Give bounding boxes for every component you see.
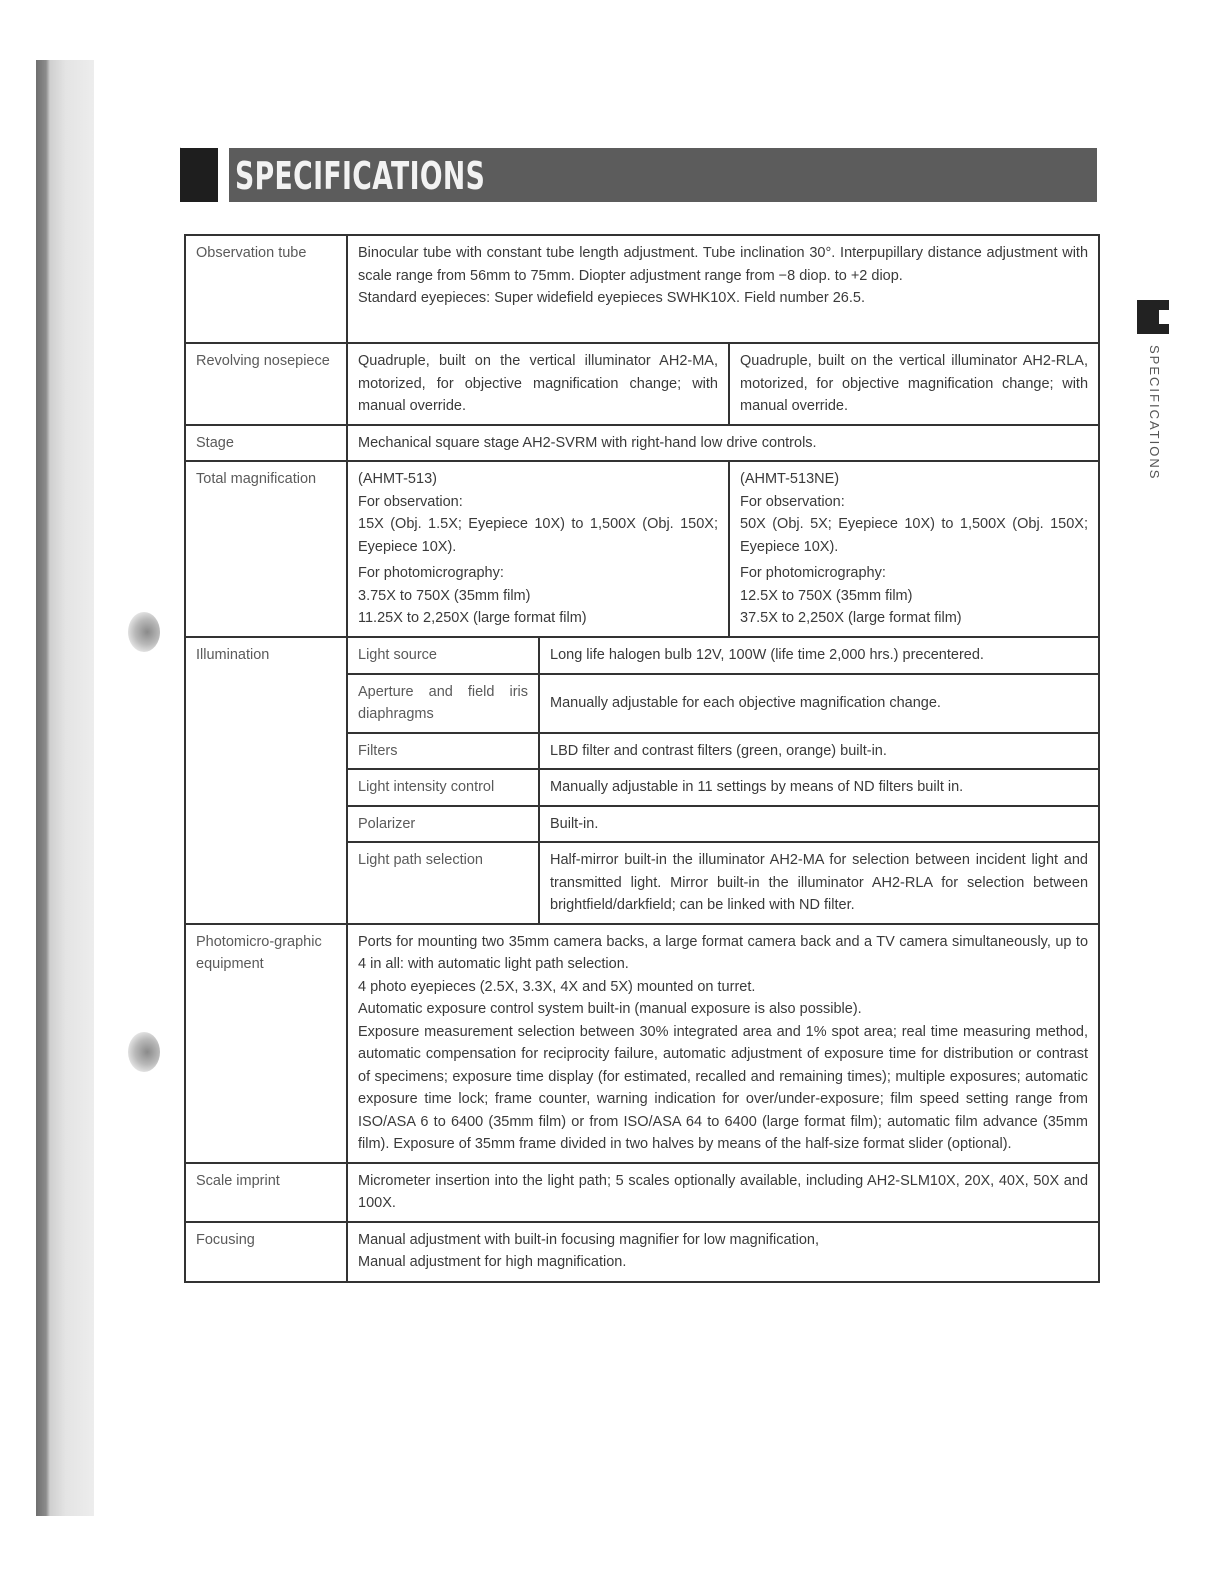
row-scale-imprint <box>185 1163 1099 1222</box>
model-ahmt-513ne: (AHMT-513NE) <box>740 471 840 487</box>
magnification-ahmt-513ne <box>729 461 1099 637</box>
side-chapter-label: SPECIFICATIONS <box>1147 345 1162 481</box>
row-revolving-nosepiece <box>185 343 1099 425</box>
value-focusing <box>347 1222 1099 1282</box>
photo-exposure-measurement: Exposure measurement selection between 30% integrated area and 1% spot area; real time measuring method, automatic compensation for reciprocity failure, automatic adjustment of exposure time for distribution or contrast of specimens; exposure time display (for estimated, recalled and remaining times); multiple exposures; automatic exposure time lock; frame counter, warning indication for over/under-exposure; film speed setting range from ISO/ASA 6 to 6400 (35mm film) or from ISO/ASA 64 to 6400 (large format film); automatic film advance (35mm film). Exposure of 35mm frame divided in two halves by means of the half-size format slider (optional). <box>358 1023 1089 1152</box>
illumination-item-name: Filters <box>347 733 539 770</box>
chapter-tab-marker <box>1137 300 1169 334</box>
row-photomicrographic-equipment <box>185 924 1099 1163</box>
label-photomicrographic-equipment: Photomicro-graphic equipment <box>185 924 347 1163</box>
photo-exposure-control: Automatic exposure control system built-in (manual exposure is also possible). <box>358 1001 862 1017</box>
value-photomicrographic-equipment <box>347 924 1099 1163</box>
illumination-item-name: Polarizer <box>347 806 539 843</box>
magnification-ahmt-513 <box>347 461 729 637</box>
photo-eyepieces: 4 photo eyepieces (2.5X, 3.3X, 4X and 5X) mounted on turret. <box>358 978 756 995</box>
label-revolving-nosepiece: Revolving nosepiece <box>185 343 347 425</box>
illumination-item-value: Half-mirror built-in the illuminator AH2-MA for selection between incident light and transmitted light. Mirror built-in the illuminator AH2-RLA for selection between brightfield/darkfield; can be linked with ND filter. <box>539 842 1099 924</box>
row-total-magnification <box>185 461 1099 637</box>
punch-hole-top <box>128 612 160 652</box>
focusing-high: Manual adjustment for high magnification. <box>358 1254 627 1270</box>
value-observation-tube <box>347 235 1099 343</box>
model-ahmt-513: (AHMT-513) <box>358 471 437 487</box>
observation-range: 15X (Obj. 1.5X; Eyepiece 10X) to 1,500X (Obj. 150X; Eyepiece 10X). <box>358 516 718 555</box>
observation-range: 50X (Obj. 5X; Eyepiece 10X) to 1,500X (Obj. 150X; Eyepiece 10X). <box>740 516 1089 555</box>
row-illumination-light-source <box>185 637 1099 674</box>
page-title: SPECIFICATIONS <box>235 154 486 198</box>
illumination-item-name: Aperture and field iris diaphragms <box>347 674 539 733</box>
row-focusing <box>185 1222 1099 1282</box>
title-bar <box>229 148 1097 202</box>
illumination-item-name: Light path selection <box>347 842 539 924</box>
photo-ports: Ports for mounting two 35mm camera backs, a large format camera back and a TV camera simultaneously, up to 4 in all: with automatic light path selection. <box>358 933 1089 972</box>
observation-heading: For observation: <box>740 493 845 510</box>
photo-large-format: 11.25X to 2,250X (large format film) <box>358 610 587 626</box>
label-focusing: Focusing <box>185 1222 347 1282</box>
label-illumination: Illumination <box>185 637 347 924</box>
illumination-item-value: Manually adjustable for each objective magnification change. <box>539 674 1099 733</box>
value-stage: Mechanical square stage AH2-SVRM with right-hand low drive controls. <box>347 425 1099 462</box>
observation-heading: For observation: <box>358 493 463 510</box>
chapter-number: 1 <box>180 148 218 202</box>
value-scale-imprint: Micrometer insertion into the light path; 5 scales optionally available, including AH2-SLM10X, 20X, 40X, 50X and 100X. <box>347 1163 1099 1222</box>
focusing-low: Manual adjustment with built-in focusing magnifier for low magnification, <box>358 1231 819 1248</box>
punch-hole-bottom <box>128 1032 160 1072</box>
label-stage: Stage <box>185 425 347 462</box>
label-observation-tube: Observation tube <box>185 235 347 343</box>
row-observation-tube <box>185 235 1099 343</box>
photomicrography-heading: For photomicrography: <box>358 565 504 581</box>
illumination-item-name: Light intensity control <box>347 769 539 806</box>
observation-eyepieces: Standard eyepieces: Super widefield eyepieces SWHK10X. Field number 26.5. <box>358 290 865 306</box>
nosepiece-ah2-rla: Quadruple, built on the vertical illuminator AH2-RLA, motorized, for objective magnification change; with manual override. <box>729 343 1099 425</box>
photo-large-format: 37.5X to 2,250X (large format film) <box>740 610 962 626</box>
illumination-item-value: Long life halogen bulb 12V, 100W (life time 2,000 hrs.) precentered. <box>539 637 1099 674</box>
illumination-item-name: Light source <box>347 637 539 674</box>
binding-strip <box>36 60 94 1516</box>
illumination-item-value: Built-in. <box>539 806 1099 843</box>
nosepiece-ah2-ma: Quadruple, built on the vertical illuminator AH2-MA, motorized, for objective magnification change; with manual override. <box>347 343 729 425</box>
specifications-table <box>184 234 1100 1283</box>
label-total-magnification: Total magnification <box>185 461 347 637</box>
photo-35mm: 12.5X to 750X (35mm film) <box>740 587 913 604</box>
label-scale-imprint: Scale imprint <box>185 1163 347 1222</box>
photomicrography-heading: For photomicrography: <box>740 565 886 581</box>
illumination-item-value: Manually adjustable in 11 settings by means of ND filters built in. <box>539 769 1099 806</box>
illumination-item-value: LBD filter and contrast filters (green, orange) built-in. <box>539 733 1099 770</box>
observation-text: Binocular tube with constant tube length adjustment. Tube inclination 30°. Interpupillary distance adjustment with scale range from 56mm to 75mm. Diopter adjustment range from −8 diop. to +2 diop. <box>358 245 1089 284</box>
photo-35mm: 3.75X to 750X (35mm film) <box>358 587 531 604</box>
row-stage <box>185 425 1099 462</box>
